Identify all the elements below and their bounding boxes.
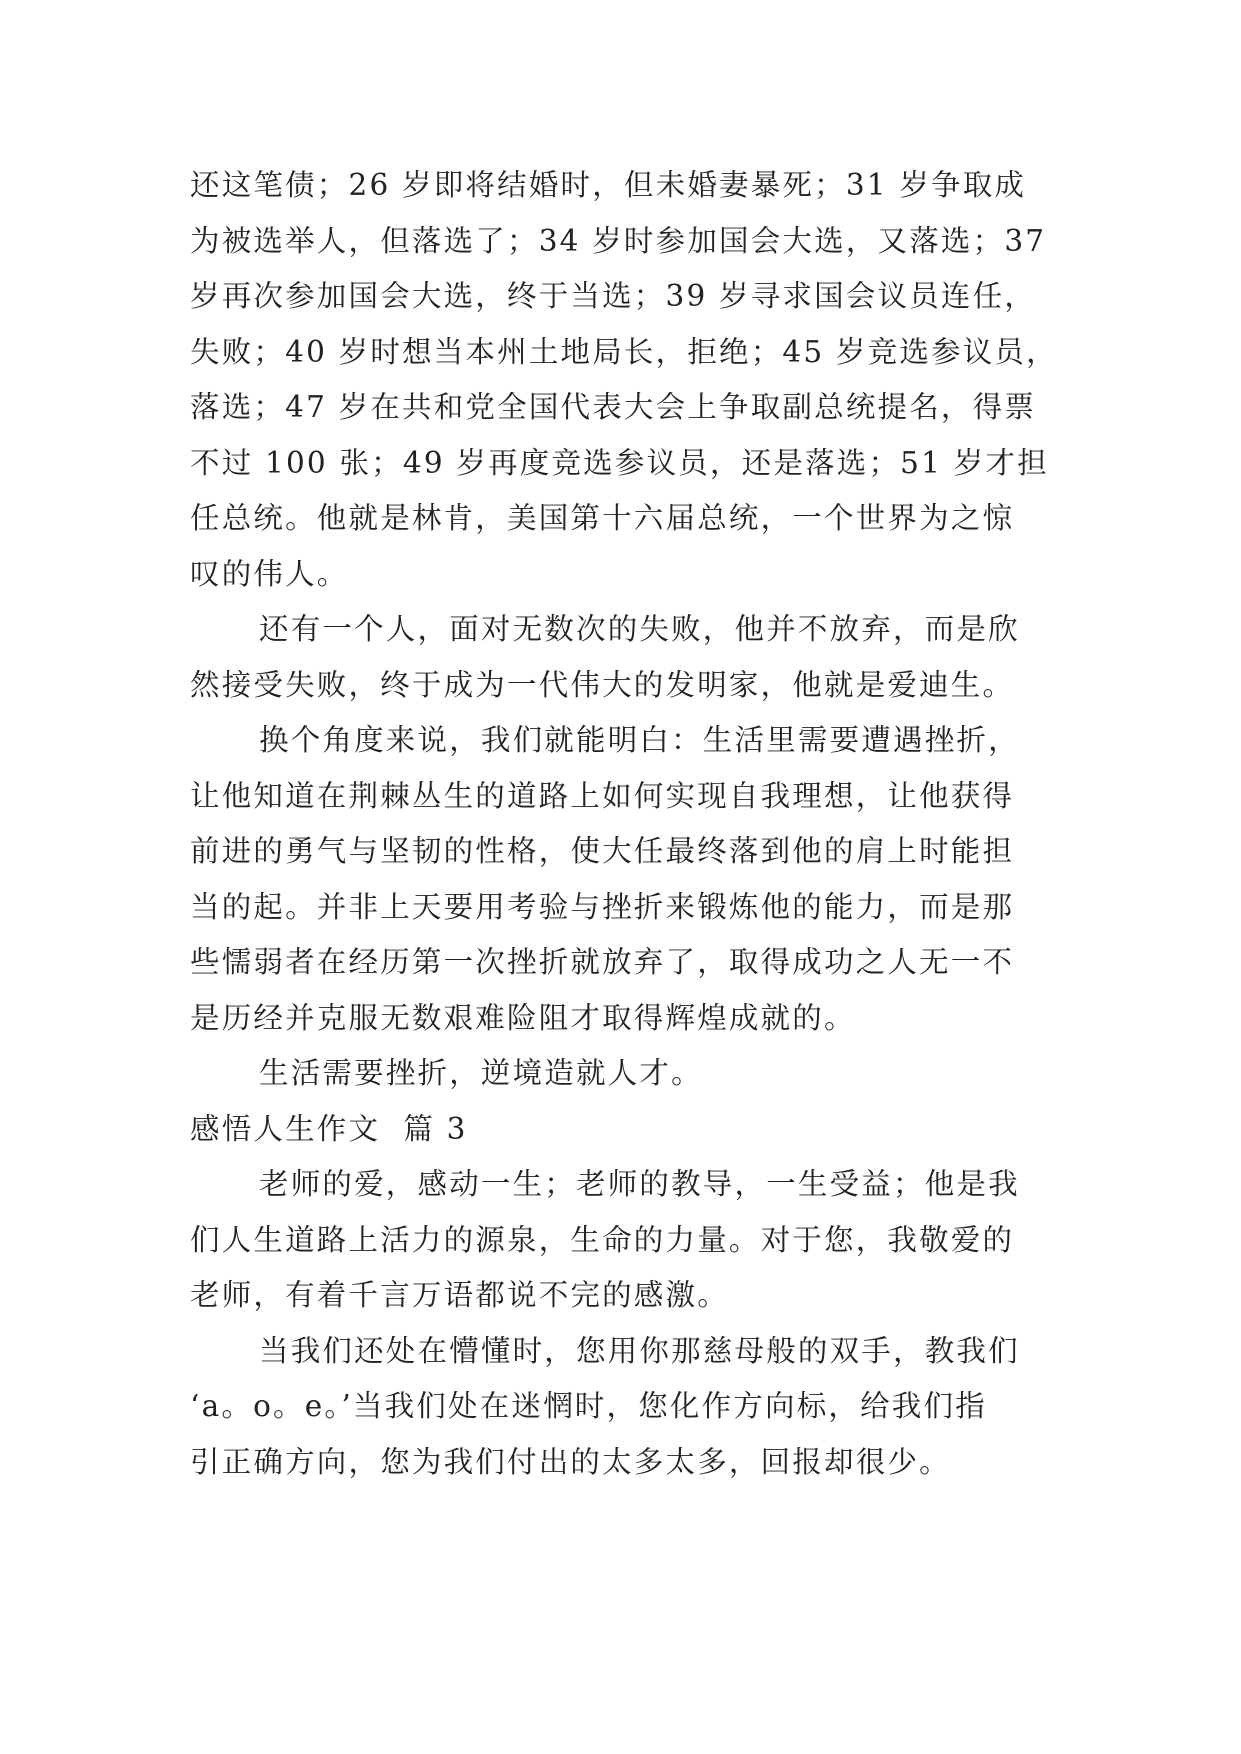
- text-line: 引正确方向，您为我们付出的太多太多，回报却很少。: [190, 1444, 951, 1479]
- paragraph-teacher-love: [190, 1157, 1070, 1324]
- text-line: 然接受失败，终于成为一代伟大的发明家，他就是爱迪生。: [190, 667, 1015, 702]
- text-line: 不过 100 张；49 岁再度竞选参议员，还是落选；51 岁才担: [190, 445, 1049, 480]
- paragraph-teacher-guidance: [190, 1324, 1070, 1491]
- text-line: 换个角度来说，我们就能明白：生活里需要遭遇挫折，: [259, 723, 1020, 757]
- text-line: 们人生道路上活力的源泉，生命的力量。对于您，我敬爱的: [190, 1222, 1015, 1257]
- text-line: ‘a。o。e。’当我们处在迷惘时，您化作方向标，给我们指: [190, 1389, 987, 1423]
- text-line: 失败；40 岁时想当本州土地局长，拒绝；45 岁竞选参议员，: [190, 334, 1058, 369]
- section-heading: 感悟人生作文 篇 3: [190, 1111, 468, 1146]
- text-line: 前进的勇气与坚韧的性格，使大任最终落到他的肩上时能担: [190, 834, 1015, 868]
- text-line: 让他知道在荆棘丛生的道路上如何实现自我理想，让他获得: [190, 778, 1015, 813]
- document-body: [190, 158, 1070, 1490]
- text-line: 还这笔债；26 岁即将结婚时，但未婚妻暴死；31 岁争取成: [190, 168, 1027, 202]
- text-line: 叹的伟人。: [190, 556, 349, 591]
- text-line: 岁再次参加国会大选，终于当选；39 岁寻求国会议员连任，: [190, 279, 1037, 313]
- text-line: 生活需要挫折，逆境造就人才。: [259, 1056, 703, 1090]
- text-line: 为被选举人，但落选了；34 岁时参加国会大选，又落选；37: [190, 223, 1047, 258]
- paragraph-edison: [190, 602, 1070, 713]
- text-line: 老师的爱，感动一生；老师的教导，一生受益；他是我: [259, 1167, 1020, 1201]
- text-line: 任总统。他就是林肯，美国第十六届总统，一个世界为之惊: [190, 501, 1015, 535]
- paragraph-another-angle: [190, 713, 1070, 1046]
- text-line: 当的起。并非上天要用考验与挫折来锻炼他的能力，而是那: [190, 889, 1015, 924]
- text-line: 还有一个人，面对无数次的失败，他并不放弃，而是欣: [259, 612, 1020, 646]
- text-line: 是历经并克服无数艰难险阻才取得辉煌成就的。: [190, 1000, 856, 1035]
- paragraph-conclusion: [190, 1046, 1070, 1102]
- paragraph-lincoln-story: [190, 158, 1070, 602]
- text-line: 老师，有着千言万语都说不完的感激。: [190, 1278, 729, 1312]
- text-line: 落选；47 岁在共和党全国代表大会上争取副总统提名，得票: [190, 390, 1037, 424]
- text-line: 当我们还处在懵懂时，您用你那慈母般的双手，教我们: [259, 1333, 1020, 1368]
- text-line: 些懦弱者在经历第一次挫折就放弃了，取得成功之人无一不: [190, 945, 1015, 979]
